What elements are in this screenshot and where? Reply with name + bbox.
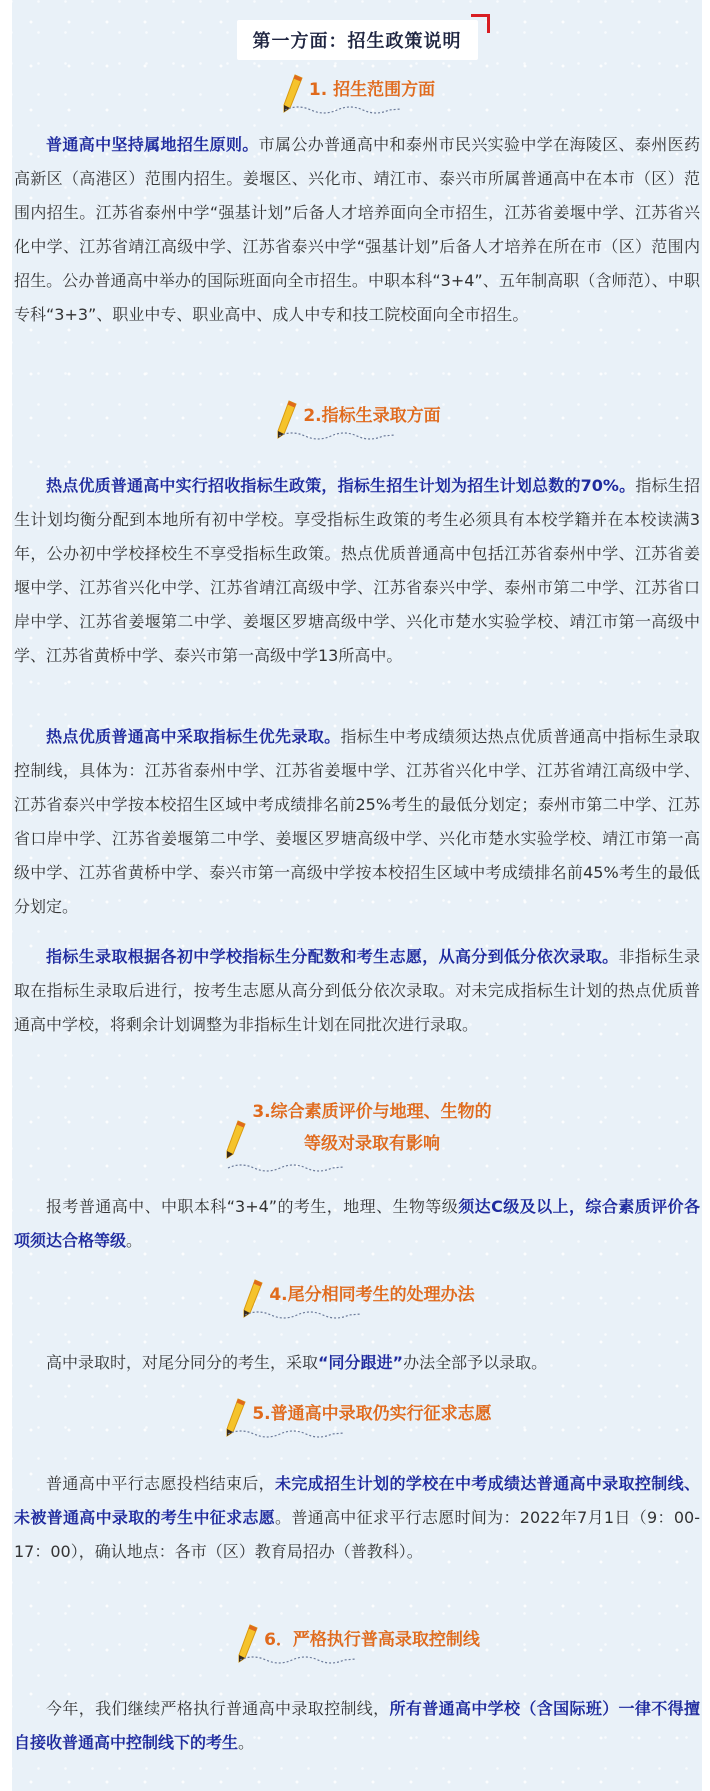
section-2-paragraph-2 bbox=[14, 720, 700, 924]
section-title bbox=[252, 1096, 491, 1160]
section-title: 1. 招生范围方面 bbox=[308, 80, 436, 100]
highlight-text: “同分跟进” bbox=[318, 1353, 404, 1372]
body-text: 报考普通高中、中职本科“3+4”的考生，地理、生物等级 bbox=[46, 1197, 459, 1216]
pencil-icon bbox=[222, 1118, 248, 1162]
highlight-text: 普通高中坚持属地招生原则。 bbox=[46, 135, 259, 154]
body-text: 普通高中平行志愿投档结束后， bbox=[46, 1474, 276, 1493]
section-title-line-1: 3.综合素质评价与地理、生物的 bbox=[252, 1102, 492, 1122]
section-2-paragraph-1 bbox=[14, 469, 700, 673]
article-page bbox=[12, 0, 702, 1791]
section-3-heading bbox=[12, 1096, 702, 1162]
section-6-paragraph bbox=[14, 1692, 700, 1760]
highlight-text: 指标生录取根据各初中学校指标生分配数和考生志愿，从高分到低分依次录取。 bbox=[46, 947, 619, 966]
body-text: 指标生中考成绩须达热点优质普通高中指标生录取控制线，具体为：江苏省泰州中学、江苏省姜堰中学、江苏省兴化中学、江苏省靖江高级中学、江苏省泰兴中学按本校招生区域中考成绩排名前25%考生的最低分划定；泰州市第二中学、江苏省口岸中学、江苏省姜堰第二中学、姜堰区罗塘高级中学、兴化市楚水实验学校、靖江市第一高级中学、江苏省黄桥中学、泰兴市第一高级中学按本校招生区域中考成绩排名前45%考生的最低分划定。 bbox=[14, 727, 700, 916]
section-title: 5.普通高中录取仍实行征求志愿 bbox=[252, 1404, 492, 1424]
section-1-paragraph bbox=[14, 128, 700, 332]
main-title bbox=[237, 20, 478, 60]
squiggle-underline-icon bbox=[277, 428, 397, 442]
squiggle-underline-icon bbox=[238, 1652, 358, 1666]
highlight-text: 热点优质普通高中采取指标生优先录取。 bbox=[46, 727, 341, 746]
body-text: 。 bbox=[238, 1733, 255, 1752]
body-text: 。 bbox=[126, 1231, 143, 1250]
body-text: 市属公办普通高中和泰州市民兴实验中学在海陵区、泰州医药高新区（高港区）范围内招生。姜堰区、兴化市、靖江市、泰兴市所属普通高中在本市（区）范围内招生。江苏省泰州中学“强基计划”后备人才培养面向全市招生，江苏省姜堰中学、江苏省兴化中学、江苏省靖江高级中学、江苏省泰兴中学“强基计划”后备人才培养在所在市（区）范围内招生。公办普通高中举办的国际班面向全市招生。中职本科“3+4”、五年制高职（含师范）、中职专科“3+3”、职业中专、职业高中、成人中专和技工院校面向全市招生。 bbox=[14, 135, 700, 324]
highlight-text: 所有普通高中学校（含国际班）一律不得擅自接收普通高中控制线下的考生 bbox=[14, 1699, 700, 1752]
highlight-text: 热点优质普通高中实行招收指标生政策，指标生招生计划为招生计划总数的70%。 bbox=[46, 476, 636, 495]
section-6-heading bbox=[12, 1622, 702, 1666]
section-4-paragraph bbox=[14, 1346, 700, 1380]
section-title-line-2: 等级对录取有影响 bbox=[303, 1134, 440, 1154]
highlight-text: 未完成招生计划的学校在中考成绩达普通高中录取控制线、未被普通高中录取的考生中征求志愿 bbox=[14, 1474, 700, 1527]
section-2-heading bbox=[12, 398, 702, 442]
section-title: 6．严格执行普高录取控制线 bbox=[264, 1630, 480, 1650]
squiggle-underline-icon bbox=[243, 1307, 363, 1321]
main-title-wrap bbox=[12, 20, 702, 60]
section-4-heading bbox=[12, 1277, 702, 1321]
main-title-text: 第一方面：招生政策说明 bbox=[252, 31, 462, 52]
body-text: 办法全部予以录取。 bbox=[403, 1353, 548, 1372]
body-text: 。普通高中征求平行志愿时间为：2022年7月1日（9：00-17：00），确认地点：各市（区）教育局招办（普教科）。 bbox=[14, 1508, 700, 1561]
body-text: 高中录取时，对尾分同分的考生，采取 bbox=[46, 1353, 319, 1372]
squiggle-underline-icon bbox=[226, 1426, 346, 1440]
section-5-paragraph bbox=[14, 1467, 700, 1569]
body-text: 非指标生录取在指标生录取后进行，按考生志愿从高分到低分依次录取。对未完成指标生计划的热点优质普通高中学校，将剩余计划调整为非指标生计划在同批次进行录取。 bbox=[14, 947, 700, 1034]
highlight-text: 须达C级及以上，综合素质评价各项须达合格等级 bbox=[14, 1197, 700, 1250]
section-title: 4.尾分相同考生的处理办法 bbox=[269, 1285, 475, 1305]
section-3-paragraph bbox=[14, 1190, 700, 1258]
section-5-heading bbox=[12, 1396, 702, 1440]
body-text: 今年，我们继续严格执行普通高中录取控制线， bbox=[46, 1699, 390, 1718]
corner-bracket-icon bbox=[471, 14, 490, 33]
section-title: 2.指标生录取方面 bbox=[303, 406, 441, 426]
squiggle-underline-icon bbox=[283, 102, 403, 116]
body-text: 指标生招生计划均衡分配到本地所有初中学校。享受指标生政策的考生必须具有本校学籍并在本校读满3年，公办初中学校择校生不享受指标生政策。热点优质普通高中包括江苏省泰州中学、江苏省姜堰中学、江苏省兴化中学、江苏省靖江高级中学、江苏省泰兴中学、泰州市第二中学、江苏省口岸中学、江苏省姜堰第二中学、姜堰区罗塘高级中学、兴化市楚水实验学校、靖江市第一高级中学、江苏省黄桥中学、泰兴市第一高级中学13所高中。 bbox=[14, 476, 700, 665]
section-2-paragraph-3 bbox=[14, 940, 700, 1042]
section-1-heading bbox=[12, 72, 702, 116]
squiggle-underline-icon bbox=[226, 1160, 346, 1174]
